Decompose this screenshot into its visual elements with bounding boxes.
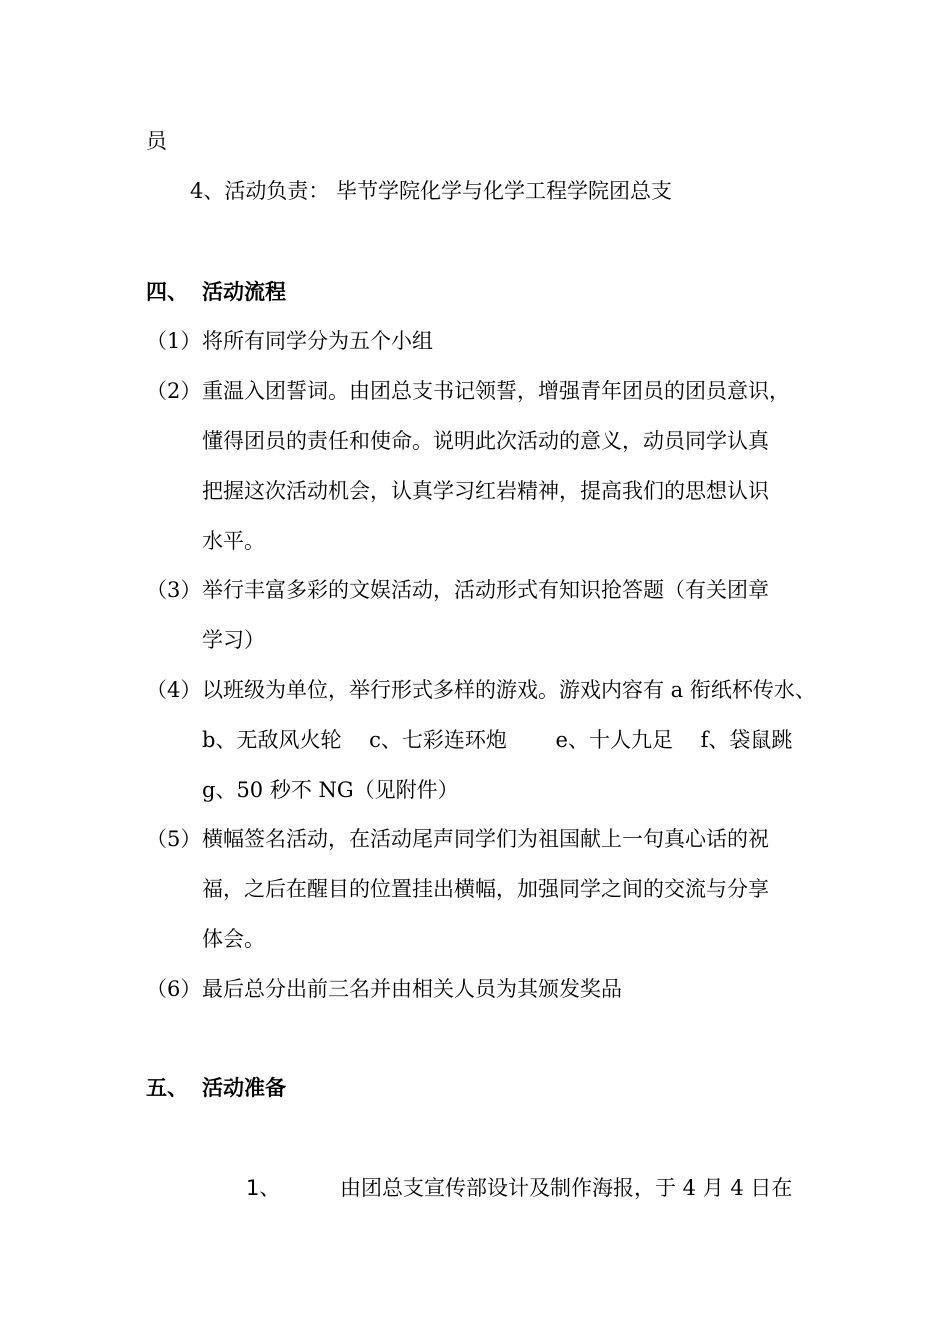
text-line: 以班级为单位，举行形式多样的游戏。游戏内容有 a 衔纸杯传水、 <box>202 678 816 702</box>
section-title: 活动准备 <box>202 1076 286 1100</box>
text-line: 将所有同学分为五个小组 <box>202 329 433 353</box>
text-line: 最后总分出前三名并由相关人员为其颁发奖品 <box>202 977 622 1001</box>
text-line: 横幅签名活动，在活动尾声同学们为祖国献上一句真心话的祝 <box>202 827 769 851</box>
item-number: （6） <box>146 977 202 1001</box>
section-number: 五、 <box>146 1076 188 1100</box>
item-number: （3） <box>146 578 202 602</box>
text-line: 体会。 <box>202 927 265 951</box>
item-number: 1、 <box>246 1176 281 1200</box>
text-line: 4、活动负责： 毕节学院化学与化学工程学院团总支 <box>190 179 673 203</box>
text-line: 福，之后在醒目的位置挂出横幅，加强同学之间的交流与分享 <box>202 877 769 901</box>
text-line: b、无敌风火轮 c、七彩连环炮 e、十人九足 f、袋鼠跳 <box>202 728 793 752</box>
text-line: 重温入团誓词。由团总支书记领誓，增强青年团员的团员意识， <box>202 379 790 403</box>
text-line: 员 <box>146 129 167 153</box>
text-line: 懂得团员的责任和使命。说明此次活动的意义，动员同学认真 <box>202 429 769 453</box>
text-line: 由团总支宣传部设计及制作海报，于 4 月 4 日在 <box>340 1176 793 1200</box>
item-number: （1） <box>146 329 202 353</box>
section-number: 四、 <box>146 280 188 304</box>
item-number: （4） <box>146 678 202 702</box>
item-number: （5） <box>146 827 202 851</box>
text-line: 举行丰富多彩的文娱活动，活动形式有知识抢答题（有关团章 <box>202 578 769 602</box>
text-line: 学习） <box>202 628 265 652</box>
text-line: 把握这次活动机会，认真学习红岩精神，提高我们的思想认识 <box>202 479 769 503</box>
section-title: 活动流程 <box>202 280 286 304</box>
text-line: 水平。 <box>202 529 265 553</box>
text-line: g、50 秒不 NG（见附件） <box>202 778 459 802</box>
item-number: （2） <box>146 379 202 403</box>
